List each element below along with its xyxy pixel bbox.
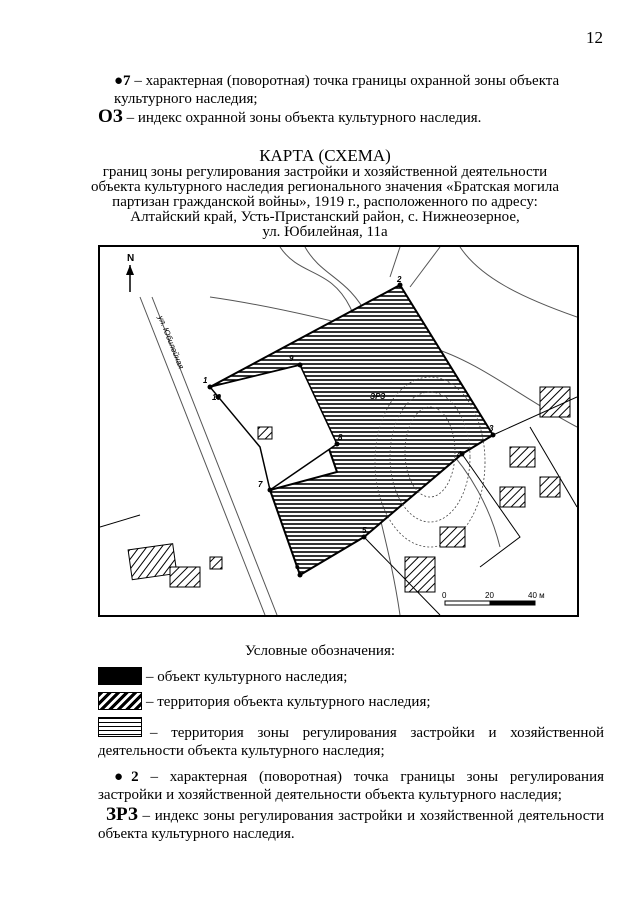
title-line-1: КАРТА (СХЕМА): [259, 146, 391, 165]
legend-point-text: – характерная (поворотная) точка границы зоны регулирования застройки и хозяйственной деятельности объекта культурного наследия;: [98, 769, 605, 803]
scale-0: 0: [442, 591, 447, 600]
scale-40: 40 м: [528, 591, 545, 600]
point-label-9: 9: [289, 354, 294, 363]
street-label: ул. Юбилейная: [156, 314, 186, 371]
index-symbol: ОЗ: [98, 106, 123, 127]
map-svg: [100, 247, 577, 615]
legend-index-text: – индекс зоны регулирования застройки и хозяйственной деятельности объекта культурного наследия.: [98, 808, 604, 842]
point-label-1: 1: [203, 376, 208, 385]
legend-item-object: – объект культурного наследия;: [146, 669, 348, 685]
page-number: 12: [586, 28, 603, 47]
legend-swatch-territory: [98, 692, 142, 710]
scale-bar: [442, 591, 545, 605]
title-line-6: ул. Юбилейная, 11а: [262, 224, 388, 240]
point-label-7: 7: [258, 480, 263, 489]
index-text: – индекс охранной зоны объекта культурного наследия.: [126, 110, 482, 126]
point-label-2: 2: [397, 275, 402, 284]
title-line-3: объекта культурного наследия регионального значения «Братская могила: [90, 179, 559, 195]
point-label-8: 8: [338, 433, 343, 442]
scale-20: 20: [485, 591, 494, 600]
point-symbol: ●7: [114, 73, 131, 89]
north-label: N: [127, 253, 135, 264]
legend-item-index: [98, 806, 604, 843]
point-text: – характерная (поворотная) точка границы охранной зоны объекта культурного наследия;: [114, 73, 560, 107]
legend-index-symbol: ЗРЗ: [106, 804, 138, 825]
north-arrow-icon: [126, 253, 134, 292]
legend-swatch-object: [98, 667, 142, 685]
point-label-5: 5: [362, 526, 367, 535]
monument-building: [258, 427, 272, 439]
legend-item-point: [98, 768, 604, 804]
legend-point-symbol: ●2: [114, 769, 139, 785]
title-line-2: границ зоны регулирования застройки и хозяйственной деятельности: [102, 164, 548, 180]
point-label-3: 3: [489, 424, 494, 433]
map-figure: [98, 245, 579, 617]
legend-item-territory: – территория объекта культурного наследия;: [146, 694, 431, 710]
point-label-10: 10: [212, 393, 221, 402]
top-legend-point: [114, 72, 604, 108]
title-line-5: Алтайский край, Усть-Пристанский район, с. Нижнеозерное,: [130, 209, 520, 225]
zone-label: ЗРЗ: [370, 392, 386, 401]
point-label-6: 6: [295, 562, 300, 571]
legend-heading: Условные обозначения:: [244, 643, 396, 659]
point-label-4: 4: [457, 450, 462, 459]
legend-item-zone: – территория зоны регулирования застройки и хозяйственной деятельности объекта культурного наследия;: [98, 725, 604, 759]
top-legend-index: [98, 108, 608, 127]
title-line-4: партизан гражданской войны», 1919 г., расположенного по адресу:: [112, 194, 538, 210]
map-title: [90, 148, 560, 240]
